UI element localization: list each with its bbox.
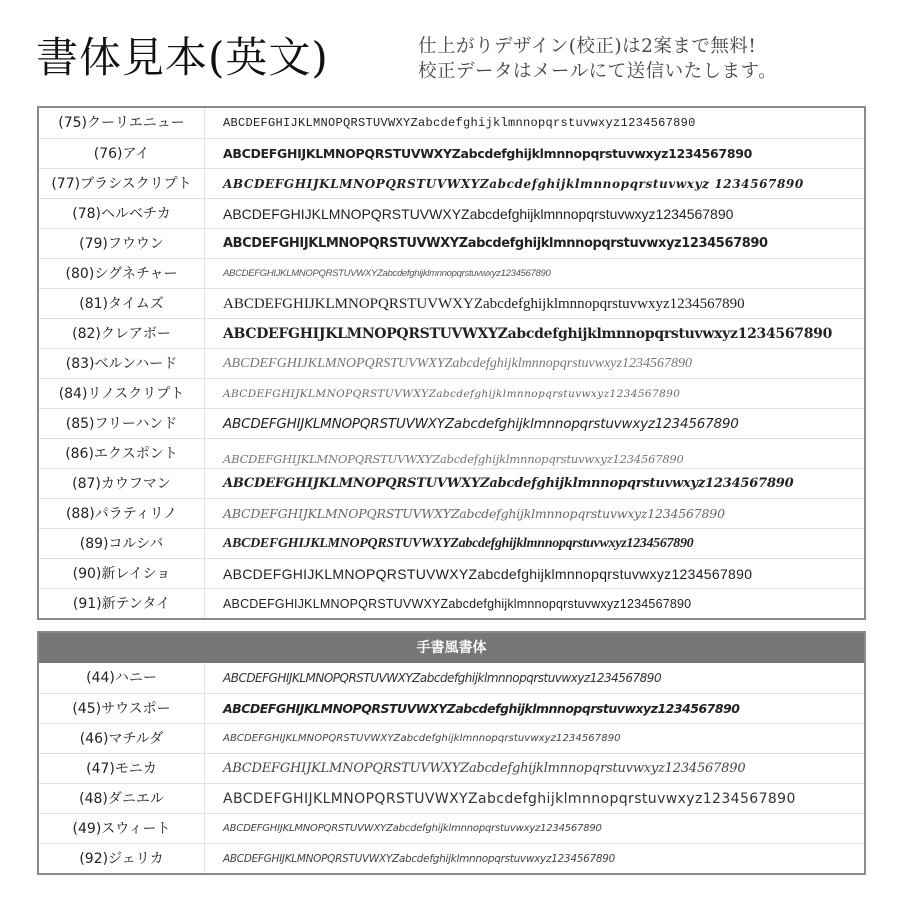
font-row-90 (39, 558, 864, 588)
notice-line-2: 校正データはメールにて送信いたします。 (418, 61, 778, 82)
font-label: (49)スウィート (39, 814, 205, 843)
font-sample: ABCDEFGHIJKLMNOPQRSTUVWXYZabcdefghijklmnnopqrstuvwxyz1234567890 (223, 452, 684, 466)
font-label: (87)カウフマン (39, 469, 205, 498)
font-row-86 (39, 438, 864, 468)
font-sample: ABCDEFGHIJKLMNOPQRSTUVWXYZabcdefghijklmnnopqrstuvwxyz1234567890 (223, 506, 725, 521)
font-row-76 (39, 138, 864, 168)
font-label: (88)パラティリノ (39, 499, 205, 528)
section-header: 手書風書体 (39, 633, 864, 663)
font-sample: ABCDEFGHIJKLMNOPQRSTUVWXYZabcdefghijklmnnopqrstuvwxyz1234567890 (223, 701, 740, 716)
font-row-79 (39, 228, 864, 258)
font-row-77 (39, 168, 864, 198)
font-sample: ABCDEFGHIJKLMNOPQRSTUVWXYZabcdefghijklmnnopqrstuvwxyz1234567890 (223, 597, 692, 611)
font-row-47 (39, 753, 864, 783)
font-label: (89)コルシバ (39, 529, 205, 558)
font-sample: ABCDEFGHIJKLMNOPQRSTUVWXYZabcdefghijklmnnopqrstuvwxyz1234567890 (223, 296, 745, 312)
font-label: (46)マチルダ (39, 724, 205, 753)
english-font-table (37, 106, 866, 620)
font-label: (92)ジェリカ (39, 844, 205, 873)
font-sample: ABCDEFGHIJKLMNOPQRSTUVWXYZabcdefghijklmnnopqrstuvwxyz1234567890 (223, 416, 739, 432)
font-label: (80)シグネチャー (39, 259, 205, 288)
font-sample: ABCDEFGHIJKLMNOPQRSTUVWXYZabcdefghijklmnnopqrstuvwxyz1234567890 (223, 853, 615, 865)
font-label: (78)ヘルベチカ (39, 199, 205, 228)
font-sample: ABCDEFGHIJKLMNOPQRSTUVWXYZabcdefghijklmnnopqrstuvwxyz1234567890 (223, 823, 602, 834)
font-row-87 (39, 468, 864, 498)
font-label: (77)ブラシスクリプト (39, 169, 205, 198)
font-row-46 (39, 723, 864, 753)
font-row-44 (39, 663, 864, 693)
font-sample: ABCDEFGHIJKLMNOPQRSTUVWXYZabcdefghijklmnnopqrstuvwxyz 1234567890 (223, 177, 804, 191)
font-sample: ABCDEFGHIJKLMNOPQRSTUVWXYZabcdefghijklmnnopqrstuvwxyz1234567890 (223, 761, 746, 776)
font-sample: ABCDEFGHIJKLMNOPQRSTUVWXYZabcdefghijklmnnopqrstuvwxyz1234567890 (223, 146, 753, 161)
font-sample: ABCDEFGHIJKLMNOPQRSTUVWXYZabcdefghijklmnnopqrstuvwxyz1234567890 (223, 566, 753, 582)
font-row-48 (39, 783, 864, 813)
font-sample: ABCDEFGHIJKLMNOPQRSTUVWXYZabcdefghijklmnnopqrstuvwxyz1234567890 (223, 671, 662, 685)
font-sample: ABCDEFGHIJKLMNOPQRSTUVWXYZabcdefghijklmnnopqrstuvwxyz1234567890 (223, 326, 833, 342)
font-row-81 (39, 288, 864, 318)
font-label: (79)フウウン (39, 229, 205, 258)
font-row-82 (39, 318, 864, 348)
font-label: (75)クーリエニュー (39, 108, 205, 138)
font-label: (76)アイ (39, 139, 205, 168)
font-label: (84)リノスクリプト (39, 379, 205, 408)
font-row-85 (39, 408, 864, 438)
font-label: (86)エクスポント (39, 439, 205, 468)
font-label: (47)モニカ (39, 754, 205, 783)
font-sample: ABCDEFGHIJKLMNOPQRSTUVWXYZabcdefghijklmnnopqrstuvwxyz1234567890 (223, 536, 694, 551)
font-row-49 (39, 813, 864, 843)
font-sample: ABCDEFGHIJKLMNOPQRSTUVWXYZabcdefghijklmnnopqrstuvwxyz1234567890 (223, 236, 768, 251)
font-sample: ABCDEFGHIJKLMNOPQRSTUVWXYZabcdefghijklmnnopqrstuvwxyz1234567890 (223, 791, 796, 807)
font-row-75 (39, 108, 864, 138)
font-sample: ABCDEFGHIJKLMNOPQRSTUVWXYZabcdefghijklmnnopqrstuvwxyz1234567890 (223, 116, 696, 130)
proof-notice (418, 34, 777, 84)
font-row-91 (39, 588, 864, 618)
font-sample: ABCDEFGHIJKLMNOPQRSTUVWXYZabcdefghijklmnnopqrstuvwxyz1234567890 (223, 356, 692, 371)
font-row-78 (39, 198, 864, 228)
font-sample: ABCDEFGHIJKLMNOPQRSTUVWXYZabcdefghijklmnnopqrstuvwxyz1234567890 (223, 388, 681, 400)
font-label: (83)ベルンハード (39, 349, 205, 378)
font-row-84 (39, 378, 864, 408)
font-label: (90)新レイショ (39, 559, 205, 588)
font-label: (85)フリーハンド (39, 409, 205, 438)
font-row-89 (39, 528, 864, 558)
font-sample: ABCDEFGHIJKLMNOPQRSTUVWXYZabcdefghijklmnnopqrstuvwxyz1234567890 (223, 206, 734, 222)
font-row-80 (39, 258, 864, 288)
notice-line-1: 仕上がりデザイン(校正)は2案まで無料! (418, 36, 757, 57)
font-sample: ABCDEFGHIJKLMNOPQRSTUVWXYZabcdefghijklmnnopqrstuvwxyz1234567890 (223, 476, 794, 491)
font-row-45 (39, 693, 864, 723)
font-sample: ABCDEFGHIJKLMNOPQRSTUVWXYZabcdefghijklmnnopqrstuvwxyz1234567890 (223, 268, 551, 279)
page-title: 書体見本(英文) (36, 33, 329, 82)
font-label: (45)サウスポー (39, 694, 205, 723)
handwritten-rows (39, 663, 864, 873)
font-label: (48)ダニエル (39, 784, 205, 813)
font-row-88 (39, 498, 864, 528)
font-sample: ABCDEFGHIJKLMNOPQRSTUVWXYZabcdefghijklmnnopqrstuvwxyz1234567890 (223, 733, 621, 744)
font-row-83 (39, 348, 864, 378)
font-label: (82)クレアボー (39, 319, 205, 348)
font-label: (91)新テンタイ (39, 589, 205, 618)
font-row-92 (39, 843, 864, 873)
font-label: (81)タイムズ (39, 289, 205, 318)
font-label: (44)ハニー (39, 663, 205, 693)
handwritten-font-table (37, 631, 866, 875)
